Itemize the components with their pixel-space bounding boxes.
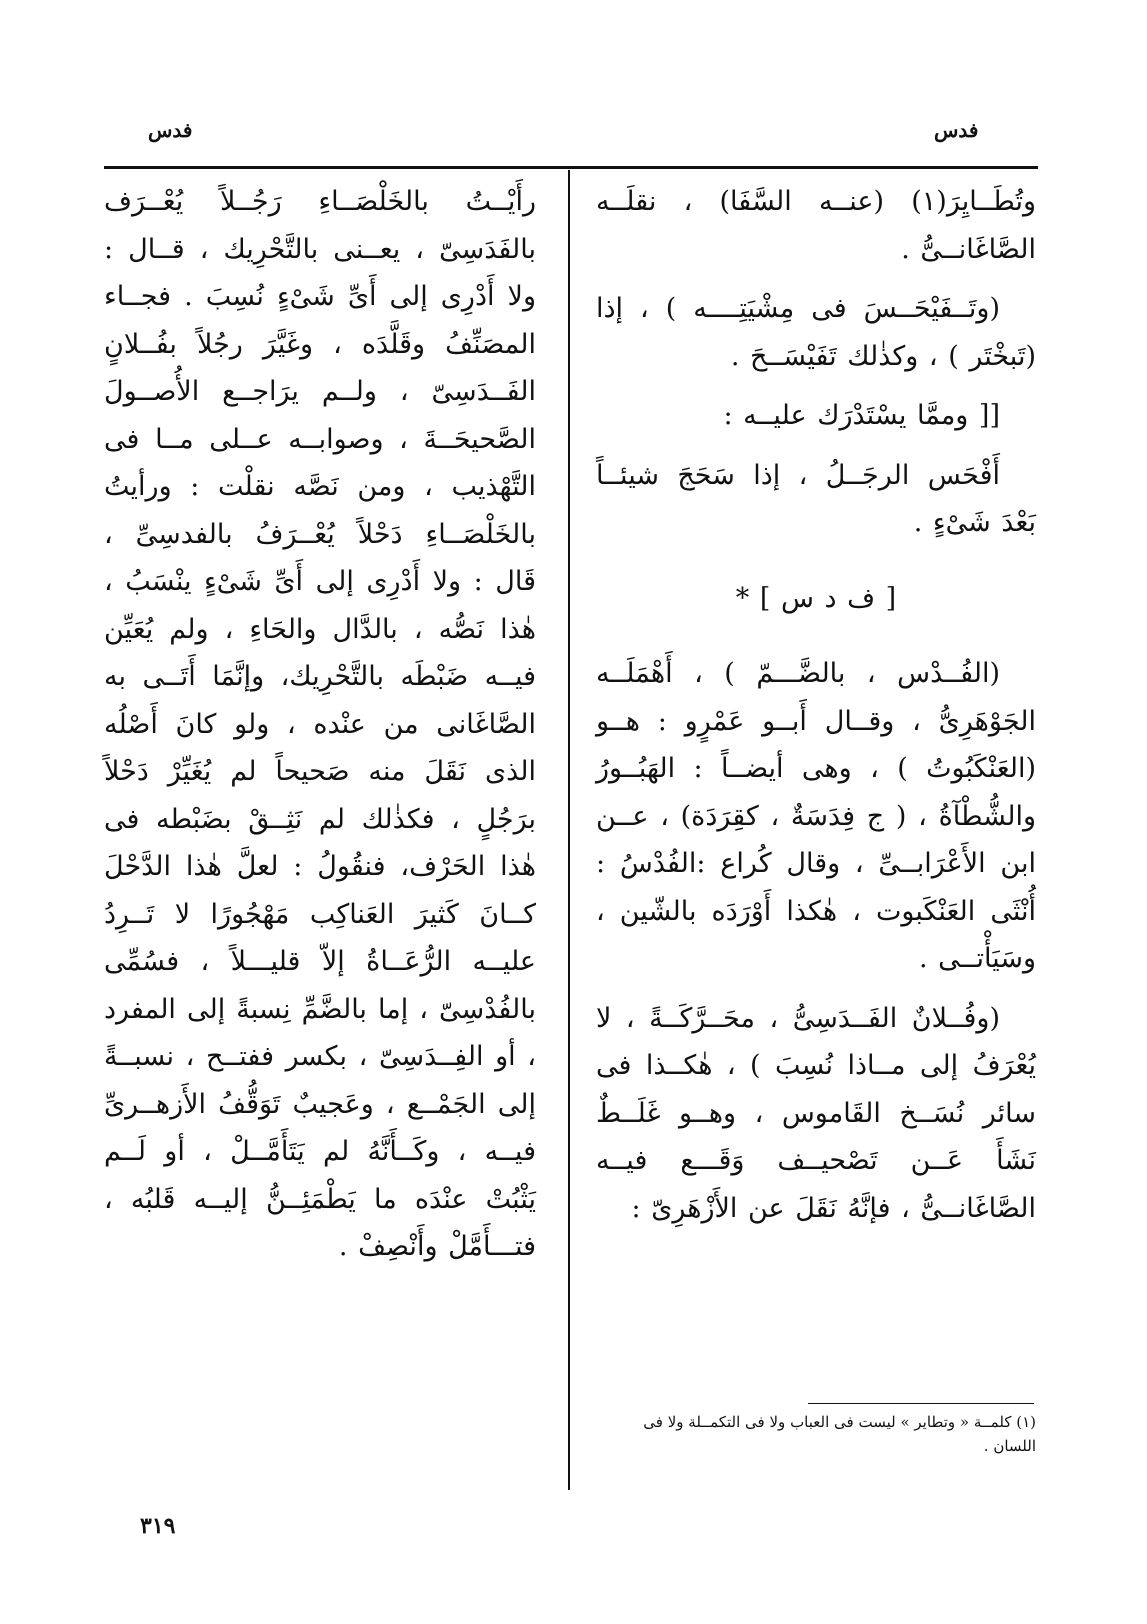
entry-paragraph: [[ وممَّا يسْتَدْرَك عليــه : — [723, 400, 1000, 431]
entry-paragraph: أَفْحَس الرجَــلُ ، إذا سَحَجَ شيئــاً بَعْدَ شَىْءٍ . — [596, 459, 1036, 538]
left-column — [104, 178, 536, 1283]
page-number: ٣١٩ — [140, 1513, 176, 1539]
footnote-rule — [808, 1403, 1034, 1404]
header-word-left: فدس — [148, 118, 193, 142]
column-divider — [568, 170, 570, 1490]
entry-paragraph: (وفُــلانٌ الفَــدَسِىُّ ، محَــرَّكَــةً ، لا يُعْرَفُ إلى مــاذا نُسِبَ ) ، هٰكــذا فى سائر نُسَــخ القَاموس ، وهــو غَلَــطٌ نَشَأَ عَــن تَصْحيــف وَقَـــع فيــه الصَّاغَانــىُّ ، فإنَّهُ نَقَلَ عن الأَزْهَرِىّ : — [596, 1002, 1036, 1224]
header-word-right: فدس — [934, 118, 979, 142]
entry-paragraph: رأَيْــتُ بالخَلْصَــاءِ رَجُــلاً يُعْــرَف بالفَدَسِىّ ، يعــنى بالتَّحْرِيك ، قــال : ولا أَدْرِى إلى أَىِّ شَىْءٍ نُسِبَ . فجــاء المصَنِّفُ وقَلَّدَه ، وغَيَّرَ رجُلاً بفُــلانٍ الفَــدَسِىّ ، ولــم يرَاجــع الأُصــولَ الصَّحيحَــةَ ، وصوابــه عــلى مــا فى التَّهْذيب ، ومن نَصَّه نقلْت : ورأيتُ بالخَلْصَــاءِ دَحْلاً يُعْــرَفُ بالفدسِىِّ ، قَال : ولا أَدْرِى إلى أَىِّ شَىْءٍ ينْسَبُ ، هٰذا نَصُّه ، بالدَّال والحَاءِ ، ولم يُعَيِّن فيــه ضَبْطَه بالتَّحْرِيك، وإنَّمَا أَتَــى به الصَّاغَانى من عنْده ، ولو كانَ أَصْلُه الذى نَقَلَ منه صَحيحاً لم يُغَيِّرْ دَحْلاً برَجُلٍ ، فكذٰلك لم نَثِــقْ بضَبْطه فى هٰذا الحَرْف، فنقُولُ : لعلَّ هٰذا الدَّحْلَ كــانَ كَثيرَ العَناكِب مَهْجُورًا لا تَــرِدُ عليــه الرُّعَــاةُ إلاّ قليـــلاً ، فسُمِّى بالفُدْسِىّ ، إما بالضَّمِّ نِسبةً إلى المفرد ، أو الفِــدَسِىّ ، بكسر ففتــح ، نسبــةً إلى الجَمْــع ، وعَجيبٌ تَوَقُّفُ الأَزهــرىِّ فيــه ، وكَــأَنَّهُ لم يَتَأَمَّــلْ ، أو لَــم يَثْبُتْ عنْدَه ما يَطْمَئِــنُّ إليــه قَلبُه ، فتـــأَمَّلْ وأَنْصِفْ . — [104, 186, 536, 1262]
entry-paragraph: (الفُــدْس ، بالضَّـــمّ ) ، أَهْمَلَــه الجَوْهَرِىُّ ، وقــال أَبــو عَمْرٍو : هــو (العَنْكَبُوتُ ) ، وهى أيضــاً : الهَبُــورُ والشُّطْآةُ ، ( ج فِدَسَةٌ ، كقِرَدَة) ، عــن ابن الأَعْرَابــىِّ ، وقال كُراع :الفُدْسُ : أُنْثَى العَنْكَبوت ، هٰكذا أَوْرَدَه بالشّين ، وسَيَأْتــى . — [596, 658, 1036, 974]
header-rule — [104, 166, 1038, 169]
section-heading: [ ف د س ] * — [735, 582, 897, 614]
footnote: (١) كلمــة « وتطاير » ليست فى العباب ولا فى التكمــلة ولا فى اللسان . — [643, 1413, 1036, 1455]
right-column — [596, 178, 1036, 1244]
entry-paragraph: وتُطَــايِرَ(١) (عنــه السَّفَا) ، نقلَــه الصَّاغَانــىُّ . — [596, 186, 1036, 265]
entry-paragraph: (وتَــفَيْحَــسَ فى مِشْيَتِــــه ) ، إذا (تَبخْتَر ) ، وكذٰلك تَفَيْسَــحَ . — [596, 293, 1036, 372]
